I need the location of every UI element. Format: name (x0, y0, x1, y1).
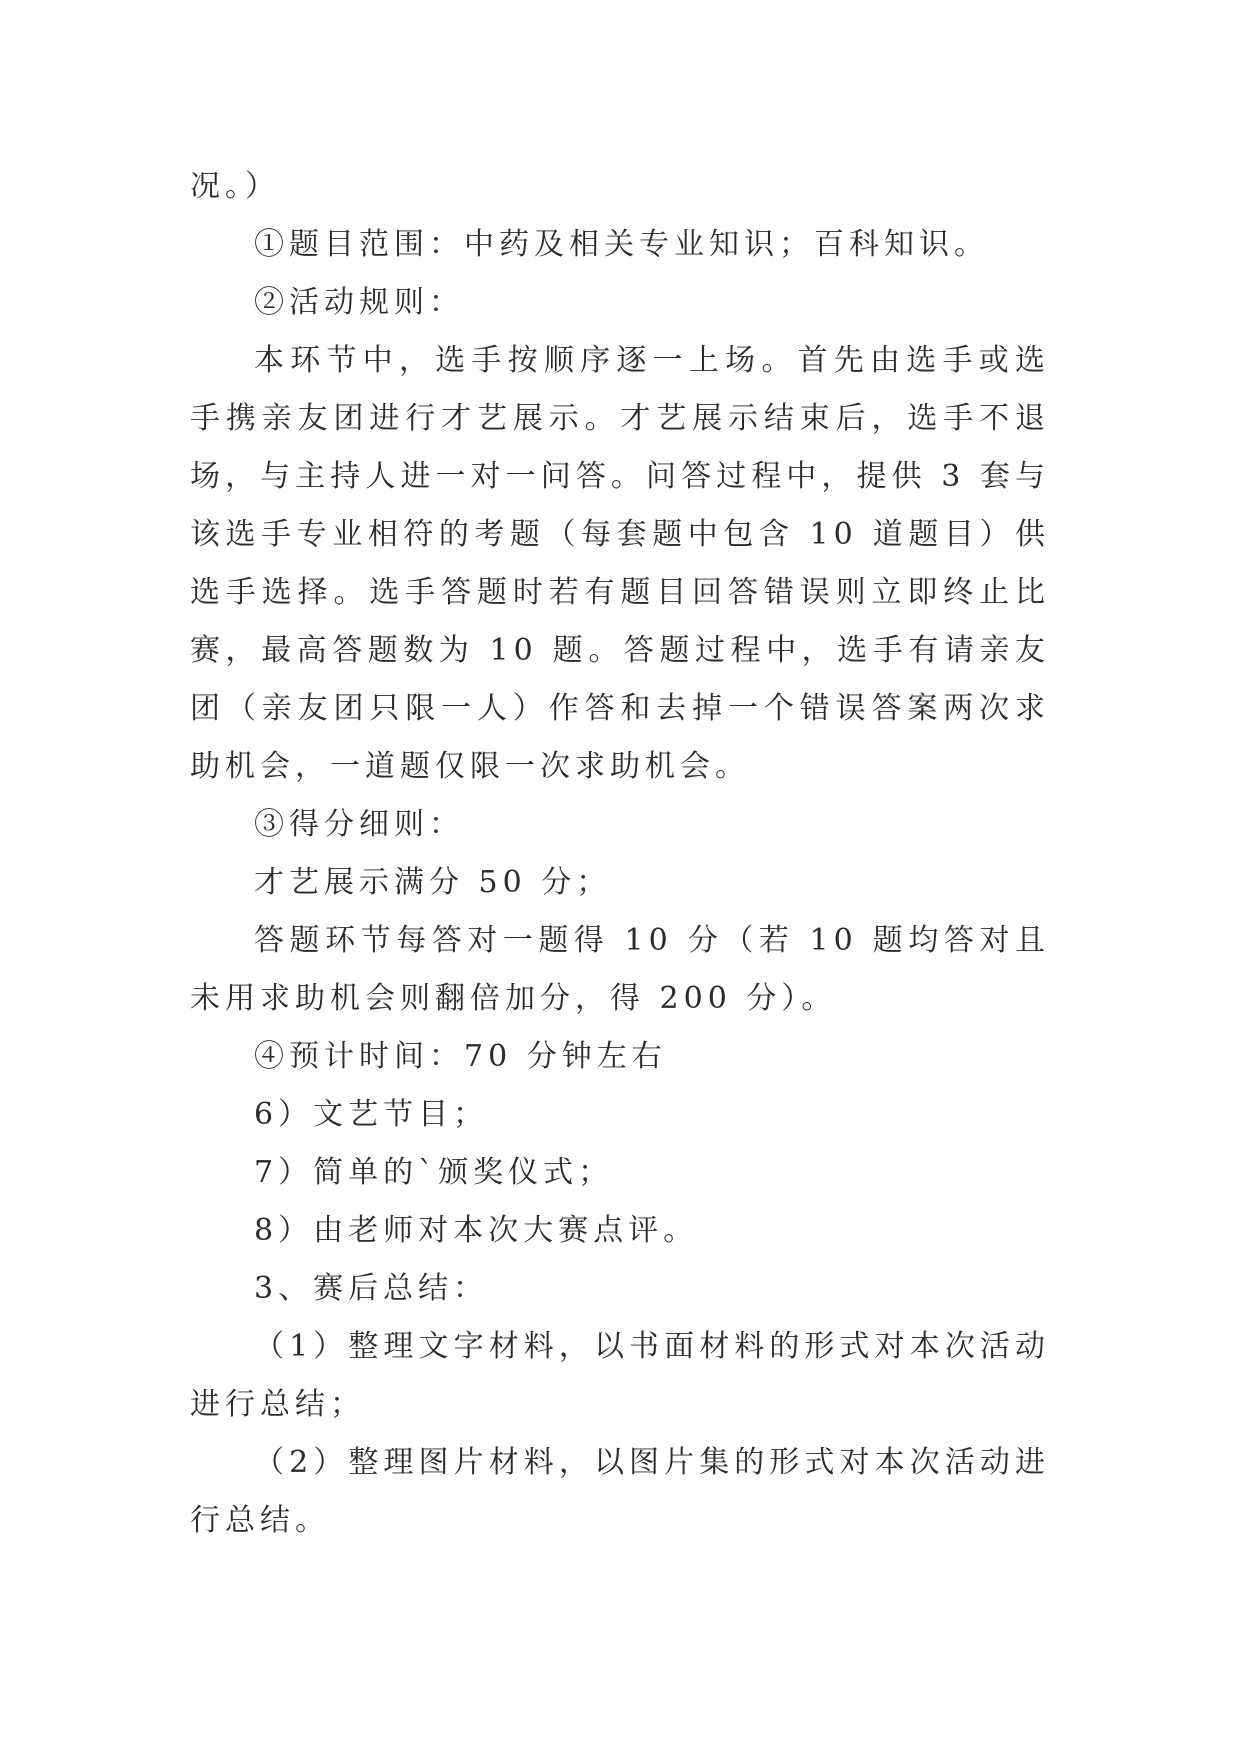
paragraph-scoring-heading: ③得分细则： (254, 807, 464, 842)
paragraph-topic-scope: ①题目范围：中药及相关专业知识；百科知识。 (254, 227, 989, 262)
paragraph-rules-heading: ②活动规则： (254, 285, 464, 320)
paragraph-item-8: 8）由老师对本次大赛点评。 (254, 1213, 699, 1248)
paragraph-summary-text: （1）整理文字材料，以书面材料的形式对本次活动进行总结； (190, 1329, 1050, 1422)
paragraph-item-6: 6）文艺节目； (254, 1097, 489, 1132)
paragraph-rules-body: 本环节中，选手按顺序逐一上场。首先由选手或选手携亲友团进行才艺展示。才艺展示结束后，选手不退场，与主持人进一对一问答。问答过程中，提供 3 套与该选手专业相符的考题（每套题中包含 10 道题目）供选手选择。选手答题时若有题目回答错误则立即终止比赛，最高答题数为 10 题。答题过程中，选手有请亲友团（亲友团只限一人）作答和去掉一个错误答案两次求助机会，一道题仅限一次求助机会。 (190, 343, 1050, 784)
paragraph-talent-score: 才艺展示满分 50 分； (254, 865, 612, 900)
document-body (190, 158, 1050, 1550)
paragraph-summary-heading: 3、赛后总结： (254, 1271, 489, 1306)
paragraph-item-7: 7）简单的`颁奖仪式； (254, 1155, 614, 1190)
paragraph-estimated-time: ④预计时间：70 分钟左右 (254, 1039, 667, 1074)
paragraph-summary-images: （2）整理图片材料，以图片集的形式对本次活动进行总结。 (190, 1445, 1050, 1538)
paragraph-continuation: 况。） (190, 169, 280, 204)
paragraph-answer-score: 答题环节每答对一题得 10 分（若 10 题均答对且未用求助机会则翻倍加分，得 200 分）。 (190, 923, 1050, 1016)
